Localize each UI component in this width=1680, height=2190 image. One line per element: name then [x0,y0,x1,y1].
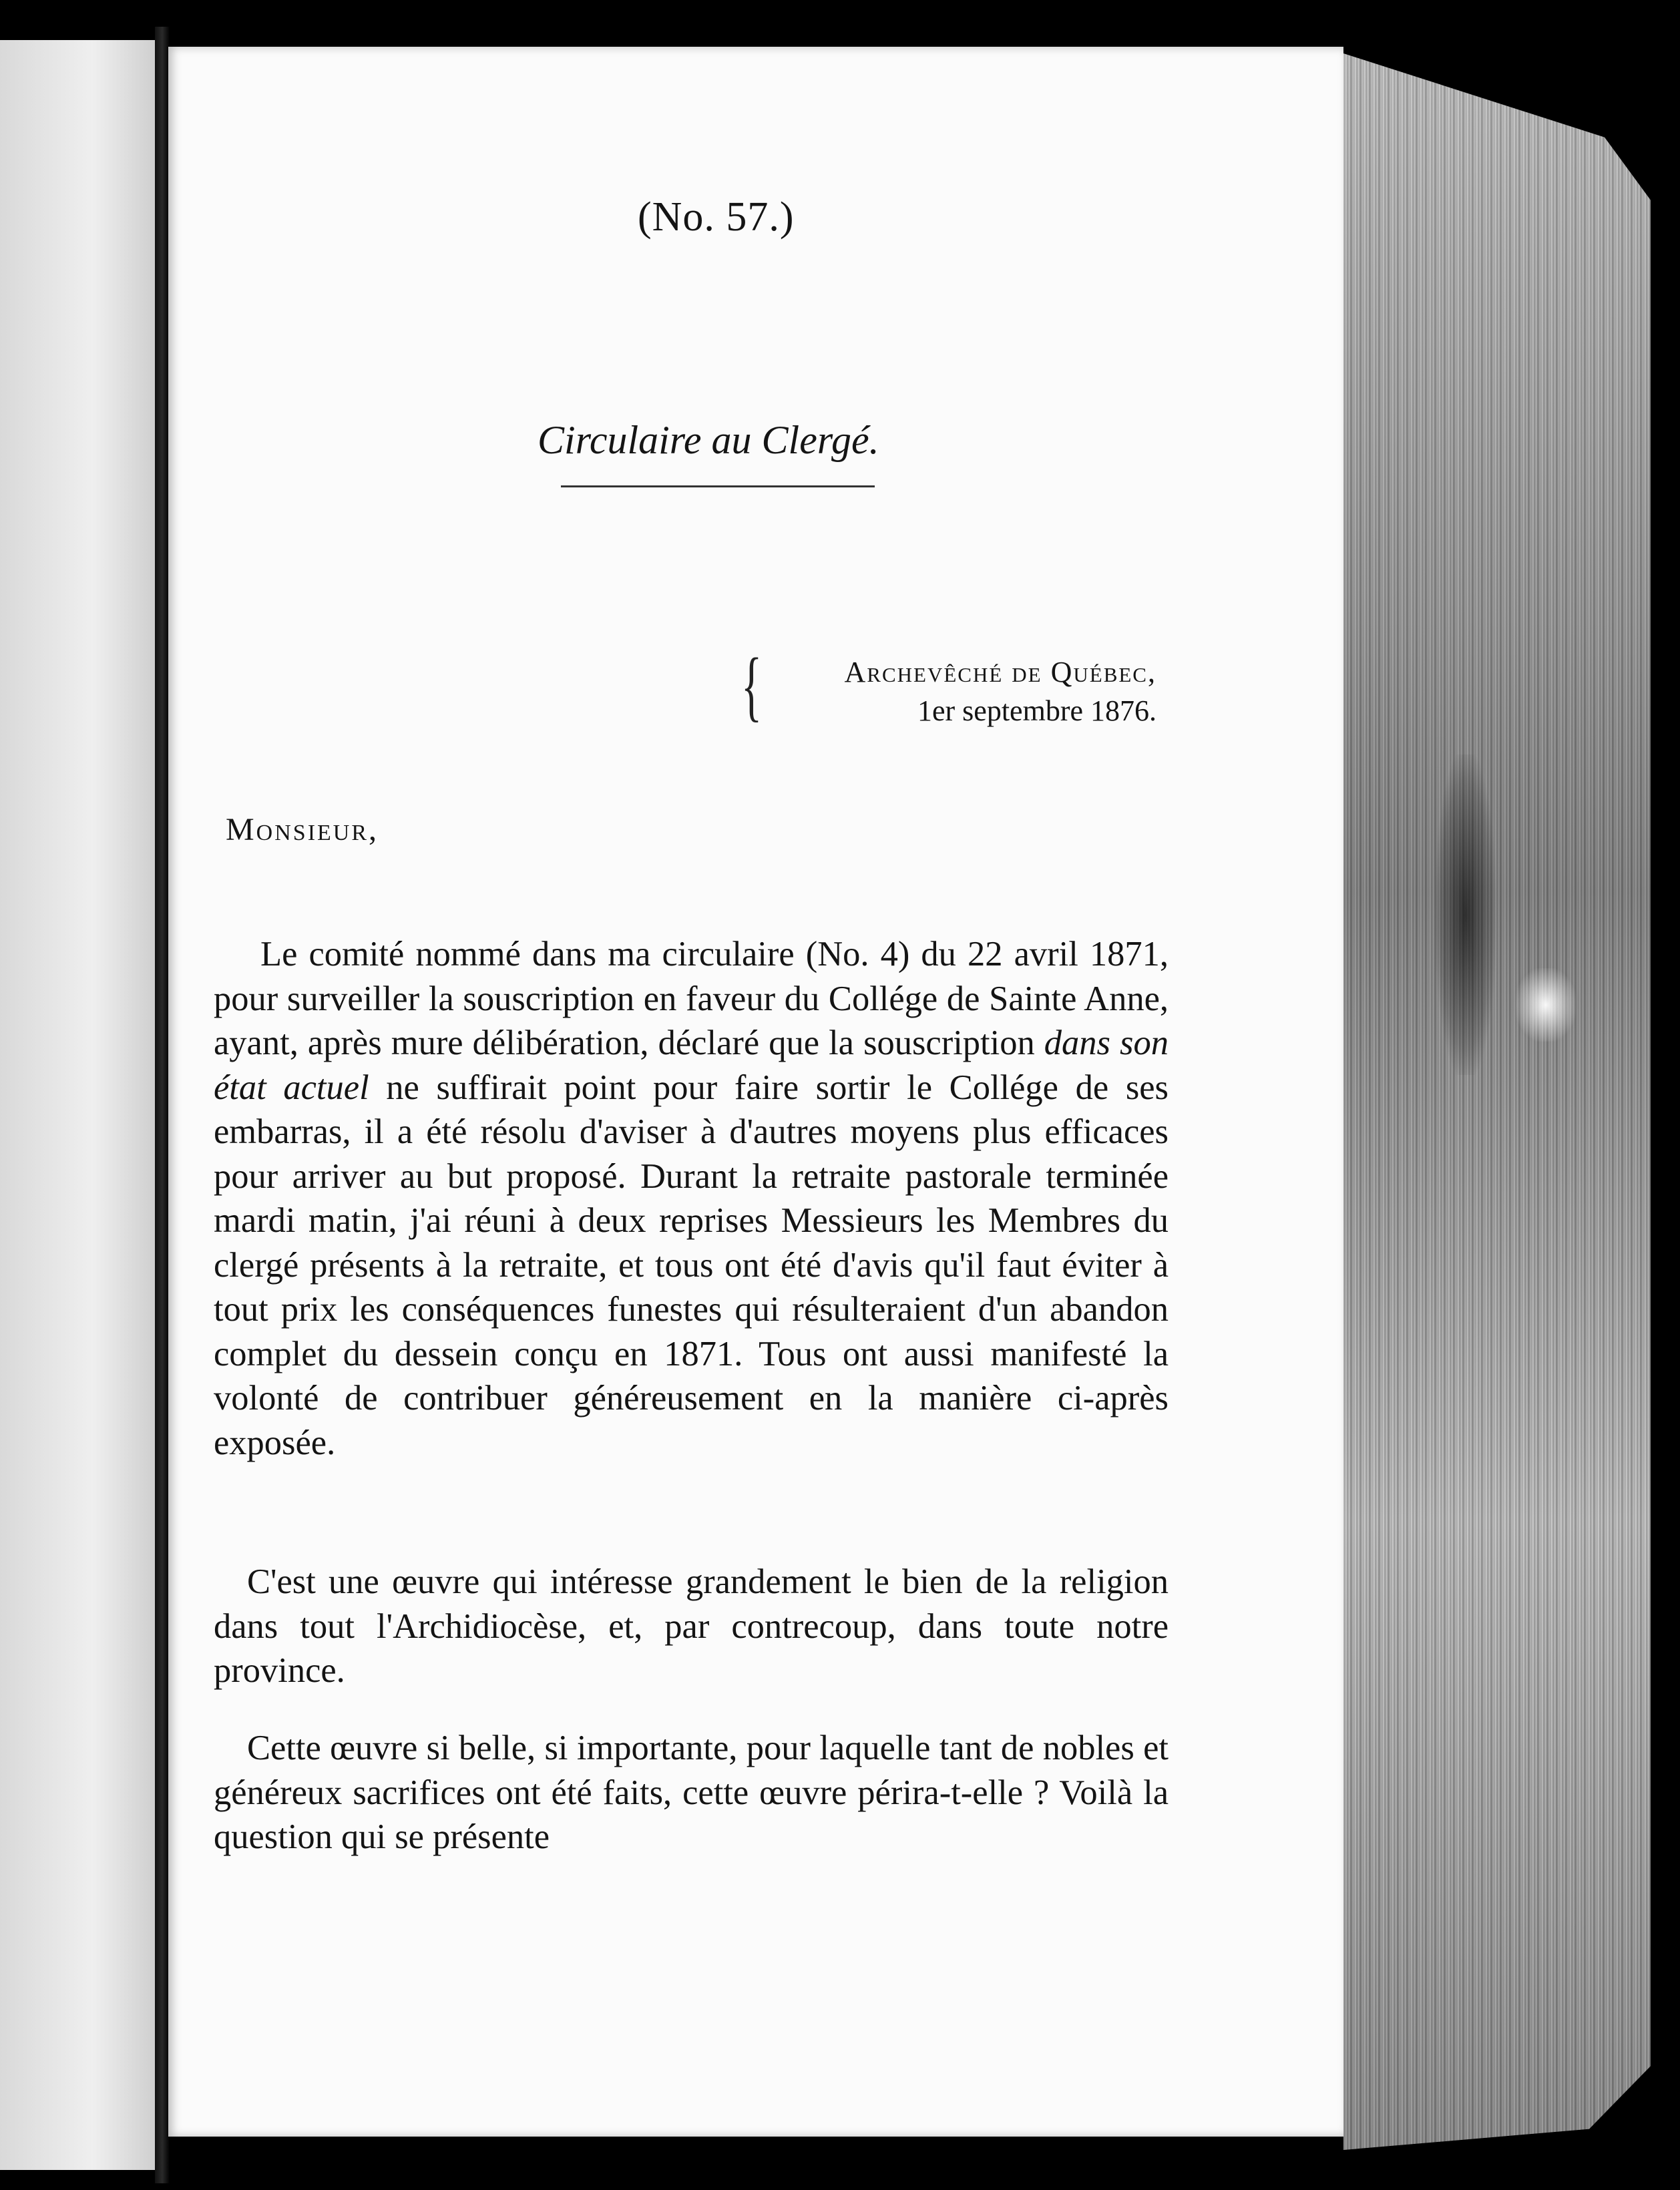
paragraph-1 [214,932,1169,1465]
scan-smudge [1436,754,1496,1075]
scan-glare [1516,968,1576,1042]
salutation: Monsieur, [226,812,379,847]
page-edges [1343,53,1651,2150]
paragraph-1-text-a: Le comité nommé dans ma circulaire (No. 4) du 22 avril 1871, pour surveiller la souscription en faveur du Collége de Sainte Anne, ayant, après mure délibération, déclaré que la souscription [214,935,1169,1062]
paragraph-1-emphasis: dans son état actuel [214,1024,1169,1107]
heading-rule [561,485,875,487]
circular-heading: Circulaire au Clergé. [538,418,879,462]
circular-number: (No. 57.) [638,194,795,240]
facing-page-edge [0,40,155,2170]
dateline-brace: { [741,642,763,729]
paragraph-2: C'est une œuvre qui intéresse grandement le bien de la religion dans tout l'Archidiocèse, et, par contrecoup, dans toute notre province. [214,1562,1169,1690]
dateline-date: 1er septembre 1876. [917,694,1157,727]
paragraph-3: Cette œuvre si belle, si importante, pour laquelle tant de nobles et généreux sacrifices ont été faits, cette œuvre périra-t-elle ? Voilà la question qui se présente [214,1729,1169,1856]
book-gutter [155,27,170,2183]
dateline-place: Archevêché de Québec, [844,656,1157,688]
paragraph-1-text-b: ne suffirait point pour faire sortir le Collége de ses embarras, il a été résolu d'aviser à d'autres moyens plus efficaces pour arriver au but proposé. Durant la retraite pastorale terminée mardi matin, j'ai réuni à deux reprises Messieurs les Membres du clergé présents à la retraite, et tous ont été d'avis qu'il faut éviter à tout prix les conséquences funestes qui résulteraient d'un abandon complet du dessein conçu en 1871. Tous ont aussi manifesté la volonté de contribuer généreusement en la manière ci-après exposée. [214,1068,1169,1462]
dateline [783,653,1157,730]
